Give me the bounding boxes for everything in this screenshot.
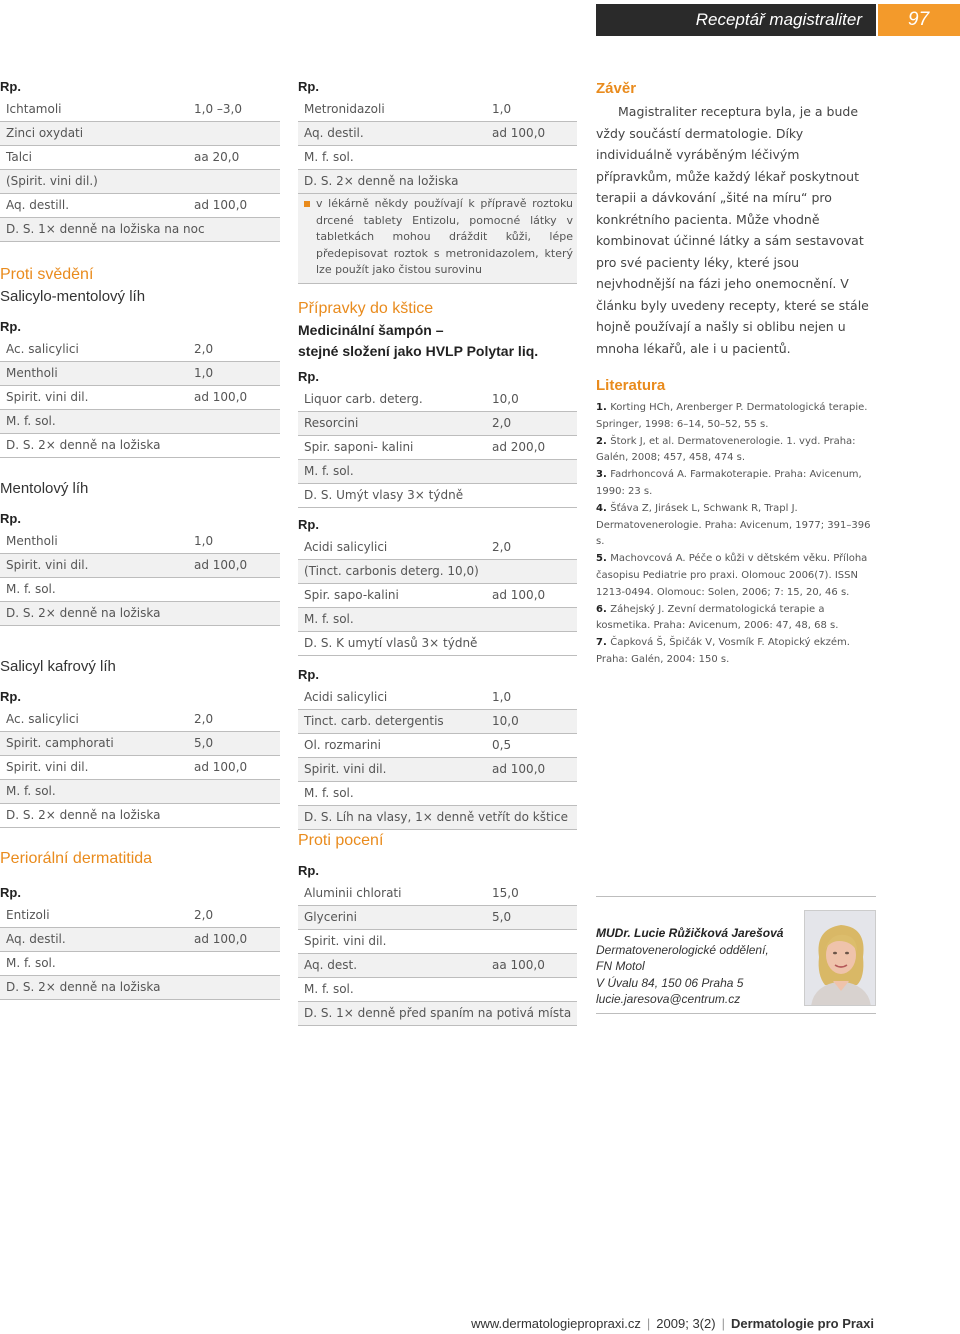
prescription-row (0, 410, 280, 434)
spacer (0, 626, 280, 656)
portrait-image (805, 911, 876, 1006)
ingredient-name: D. S. 2× denně na ložiska (6, 980, 161, 994)
ingredient-amount: 2,0 (194, 342, 214, 356)
prescription-row (298, 710, 577, 734)
prescription-row (298, 146, 577, 170)
ingredient-amount: 0,5 (492, 737, 512, 752)
ingredient-amount: 1,0 –3,0 (194, 102, 242, 116)
ingredient-name: (Spirit. vini dil.) (6, 174, 98, 188)
ingredient-amount: 1,0 (194, 534, 214, 548)
ingredient-name: D. S. 2× denně na ložiska (6, 606, 161, 620)
prescription-row (298, 806, 577, 830)
literature-text: Záhejský J. Zevní dermatologická terapie a kosmetika. Praha: Avicenum, 2006: 47, 48, 68 s. (596, 603, 839, 632)
header-title: Receptář magistraliter (596, 4, 876, 36)
prescription-row (298, 686, 577, 710)
recipe-title: Salicyl kafrový líh (0, 658, 116, 675)
ingredient-name: Ac. salicylici (6, 712, 79, 726)
prescription-note (298, 194, 577, 284)
ingredient-name: Zinci oxydati (6, 126, 84, 140)
ingredient-name: Ac. salicylici (6, 342, 79, 356)
ingredient-amount: 10,0 (492, 391, 519, 406)
conclusion-heading: Závěr (596, 80, 637, 97)
prescription-row (298, 1002, 577, 1026)
spacer (298, 656, 577, 664)
prescription-row (298, 882, 577, 906)
literature-item (596, 467, 876, 501)
ingredient-name: Metronidazoli (304, 102, 385, 116)
prescription-row (0, 780, 280, 804)
literature-item (596, 635, 876, 669)
spacer (0, 308, 280, 316)
literature-text: Čapková Š, Špičák V, Vosmík F. Atopický ekzém. Praha: Galén, 2004: 150 s. (596, 637, 850, 665)
section-heading: Proti pocení (298, 831, 384, 849)
ingredient-name: Entizoli (6, 908, 50, 922)
prescription-row (298, 460, 577, 484)
ingredient-name: M. f. sol. (304, 785, 354, 800)
ingredient-amount: 5,0 (194, 736, 214, 750)
ingredient-name: Tinct. carb. detergentis (304, 713, 444, 728)
note-text: v lékárně někdy používají k přípravě roztoku drcené tablety Entizolu, pomocné látky v tabletkách mohou dráždit kůži, lépe předepisovat roztok s metronidazolem, který lze použít jako čistou surovinu (316, 197, 573, 276)
author-divider-top (596, 896, 876, 897)
prescription-row (0, 386, 280, 410)
literature-text: Korting HCh, Arenberger P. Dermatologická terapie. Springer, 1998: 6–14, 50–52, 55 s. (596, 402, 868, 430)
author-department: Dermatovenerologické oddělení, (596, 942, 769, 957)
ingredient-amount: 2,0 (492, 539, 512, 554)
ingredient-amount: ad 100,0 (194, 760, 248, 774)
literature-number: 4. (596, 502, 611, 514)
author-name: MUDr. Lucie Růžičková Jarešová (596, 926, 784, 940)
footer-url[interactable]: www.dermatologiepropraxi.cz (471, 1316, 641, 1331)
prescription-row (0, 362, 280, 386)
literature-item (596, 400, 876, 434)
prescription-row (298, 734, 577, 758)
ingredient-name: M. f. sol. (304, 981, 354, 996)
literature-text: Fadrhoncová A. Farmakoterapie. Praha: Avicenum, 1990: 23 s. (596, 469, 862, 497)
prescription-row (0, 602, 280, 626)
ingredient-name: M. f. sol. (304, 463, 354, 478)
column-right (596, 80, 876, 669)
prescription-row (0, 708, 280, 732)
prescription-row (0, 194, 280, 218)
prescription-label: Rp. (298, 666, 319, 682)
ingredient-name: M. f. sol. (304, 150, 354, 164)
conclusion-text: Magistraliter receptura byla, je a bude vždy součástí dermatologie. Díky individuálně vyráběným léčivým přípravkům, může každý lékař poskytnout terapii a dávkování „šité na míru“ pro konkrétního pacienta. Může vhodně kombinovat účinné látky a sám sestavovat pro své pacienty léky, které jsou nejvhodnější na fázi jeho onemocnění. V článku byly uvedeny recepty, které se stále hojně používají a našly si oblibu nejen u mnoha lékařů, ale i u pacientů. (596, 104, 869, 356)
ingredient-name: Mentholi (6, 534, 58, 548)
prescription-row (0, 530, 280, 554)
ingredient-name: Spirit. vini dil. (6, 760, 89, 774)
literature-number: 7. (596, 637, 611, 649)
prescription-row (0, 804, 280, 828)
ingredient-name: Spir. sapo-kalini (304, 587, 399, 602)
ingredient-amount: 1,0 (492, 102, 512, 116)
prescription-row (298, 584, 577, 608)
ingredient-name: Glycerini (304, 909, 357, 924)
ingredient-name: D. S. 2× denně na ložiska (304, 174, 459, 188)
section-heading: Proti svědění (0, 266, 94, 283)
ingredient-amount: ad 100,0 (492, 761, 546, 776)
prescription-label: Rp. (0, 511, 21, 526)
footer-journal: Dermatologie pro Praxi (730, 1316, 874, 1331)
section-heading: Periorální dermatitida (0, 850, 153, 867)
ingredient-amount: 15,0 (492, 885, 519, 900)
ingredient-amount: 1,0 (194, 366, 214, 380)
ingredient-amount: ad 100,0 (194, 390, 248, 404)
prescription-row (298, 98, 577, 122)
ingredient-name: Aq. destill. (6, 198, 70, 212)
ingredient-name: D. S. Líh na vlasy, 1× denně vetřít do kštice (304, 809, 568, 824)
ingredient-name: Spirit. vini dil. (304, 761, 387, 776)
prescription-row (298, 954, 577, 978)
prescription-row (298, 632, 577, 656)
prescription-row (298, 758, 577, 782)
literature-number: 2. (596, 435, 611, 447)
ingredient-amount: ad 100,0 (194, 558, 248, 572)
ingredient-name: D. S. K umytí vlasů 3× týdně (304, 635, 478, 650)
ingredient-name: Aq. dest. (304, 957, 358, 972)
prescription-row (0, 578, 280, 602)
ingredient-name: M. f. sol. (6, 956, 56, 970)
prescription-row (0, 976, 280, 1000)
prescription-row (298, 436, 577, 460)
spacer (0, 828, 280, 848)
ingredient-name: Spirit. vini dil. (6, 558, 89, 572)
prescription-row (0, 122, 280, 146)
ingredient-amount: 1,0 (492, 689, 512, 704)
author-divider-bottom (596, 1013, 876, 1014)
ingredient-name: Ol. rozmarini (304, 737, 381, 752)
ingredient-amount: 10,0 (492, 713, 519, 728)
prescription-row (298, 608, 577, 632)
prescription-row (0, 952, 280, 976)
literature-number: 1. (596, 402, 611, 413)
ingredient-name: Aq. destil. (6, 932, 66, 946)
ingredient-name: Aq. destil. (304, 126, 364, 140)
literature-number: 3. (596, 469, 611, 481)
ingredient-name: D. S. Umýt vlasy 3× týdně (304, 487, 464, 502)
spacer (298, 284, 577, 298)
page-header (596, 4, 960, 36)
literature-item (596, 501, 876, 551)
footer-separator: | (646, 1316, 651, 1331)
prescription-row (0, 434, 280, 458)
prescription-row (298, 412, 577, 436)
prescription-row (0, 904, 280, 928)
spacer (0, 458, 280, 478)
prescription-row (298, 930, 577, 954)
bullet-square-icon (304, 201, 310, 207)
author-email[interactable]: lucie.jaresova@centrum.cz (596, 992, 741, 1006)
ingredient-amount: 2,0 (194, 712, 214, 726)
literature-text: Štork J, et al. Dermatovenerologie. 1. vyd. Praha: Galén, 2008; 457, 458, 474 s. (596, 435, 856, 464)
prescription-row (298, 560, 577, 584)
prescription-label: Rp. (0, 689, 21, 704)
ingredient-name: M. f. sol. (6, 582, 56, 596)
prescription-row (0, 170, 280, 194)
prescription-row (298, 484, 577, 508)
footer-separator: | (721, 1316, 725, 1331)
prescription-row (298, 388, 577, 412)
page-footer (471, 1316, 874, 1331)
ingredient-name: M. f. sol. (6, 784, 56, 798)
recipe-title: stejné složení jako HVLP Polytar liq. (298, 342, 539, 359)
literature-number: 6. (596, 603, 611, 615)
ingredient-name: D. S. 2× denně na ložiska (6, 808, 161, 822)
literature-text: Machovcová A. Péče o kůži v dětském věku. Příloha časopisu Pediatrie pro praxi. Olomouc 2006(7). ISSN 1213-0494. Olomouc: Solen, 2006; 7: 15, 20, 46 s. (596, 553, 868, 598)
recipe-title: Mentolový líh (0, 480, 89, 497)
prescription-row (0, 756, 280, 780)
ingredient-name: Spirit. vini dil. (6, 390, 89, 404)
ingredient-name: Ichtamoli (6, 102, 62, 116)
ingredient-amount: ad 100,0 (492, 126, 546, 140)
column-left (0, 76, 280, 1000)
author-address: V Úvalu 84, 150 06 Praha 5 (596, 975, 744, 990)
prescription-row (298, 978, 577, 1002)
ingredient-name: (Tinct. carbonis deterg. 10,0) (304, 563, 479, 578)
literature-item (596, 551, 876, 601)
ingredient-amount: 5,0 (492, 909, 512, 924)
literature-item (596, 602, 876, 636)
ingredient-amount: 2,0 (194, 908, 214, 922)
spacer (298, 852, 577, 860)
literature-heading: Literatura (596, 377, 666, 394)
prescription-label: Rp. (0, 79, 21, 94)
ingredient-name: Spirit. camphorati (6, 736, 114, 750)
prescription-row (0, 732, 280, 756)
ingredient-name: Spirit. vini dil. (304, 933, 387, 948)
literature-text: Šťáva Z, Jirásek L, Schwank R, Trapl J. Dermatovenerologie. Praha: Avicenum, 1977; 391–396 s. (596, 502, 871, 548)
recipe-title: Salicylo-mentolový líh (0, 288, 146, 305)
prescription-row (0, 98, 280, 122)
footer-issue: 2009; 3(2) (656, 1316, 716, 1331)
literature-list (596, 400, 876, 669)
author-photo (804, 910, 876, 1006)
prescription-row (0, 146, 280, 170)
prescription-row (298, 122, 577, 146)
ingredient-name: Spir. saponi- kalini (304, 439, 414, 454)
ingredient-amount: 2,0 (492, 415, 512, 430)
ingredient-name: Talci (6, 150, 32, 164)
prescription-row (0, 218, 280, 242)
ingredient-name: Resorcini (304, 415, 359, 430)
recipe-title: Medicinální šampón – (298, 321, 444, 338)
prescription-label: Rp. (0, 319, 21, 334)
spacer (0, 678, 280, 686)
ingredient-name: D. S. 1× denně na ložiska na noc (6, 222, 205, 236)
ingredient-name: Mentholi (6, 366, 58, 380)
ingredient-amount: ad 100,0 (194, 932, 248, 946)
spacer (0, 870, 280, 882)
prescription-row (298, 782, 577, 806)
author-hospital: FN Motol (596, 959, 645, 973)
ingredient-amount: ad 100,0 (194, 198, 248, 212)
ingredient-name: Acidi salicylici (304, 689, 388, 704)
ingredient-amount: ad 200,0 (492, 439, 546, 454)
ingredient-amount: ad 100,0 (492, 587, 546, 602)
spacer (0, 242, 280, 264)
page-number: 97 (878, 4, 960, 36)
ingredient-name: D. S. 1× denně před spaním na potivá místa (304, 1005, 572, 1020)
ingredient-name: Acidi salicylici (304, 539, 388, 554)
spacer (0, 500, 280, 508)
prescription-label: Rp. (298, 368, 319, 384)
prescription-row (298, 170, 577, 194)
prescription-label: Rp. (0, 885, 21, 900)
prescription-label: Rp. (298, 516, 319, 532)
ingredient-name: D. S. 2× denně na ložiska (6, 438, 161, 452)
prescription-row (298, 536, 577, 560)
literature-section (596, 377, 876, 669)
section-heading: Přípravky do kštice (298, 299, 434, 317)
ingredient-name: Liquor carb. deterg. (304, 391, 423, 406)
prescription-row (298, 906, 577, 930)
ingredient-name: Aluminii chlorati (304, 885, 402, 900)
prescription-row (0, 554, 280, 578)
literature-number: 5. (596, 553, 611, 565)
ingredient-amount: aa 20,0 (194, 150, 240, 164)
prescription-label: Rp. (298, 862, 319, 878)
prescription-row (0, 338, 280, 362)
ingredient-name: M. f. sol. (304, 611, 354, 626)
ingredient-amount: aa 100,0 (492, 957, 545, 972)
prescription-row (0, 928, 280, 952)
literature-item (596, 434, 876, 468)
ingredient-name: M. f. sol. (6, 414, 56, 428)
column-middle (298, 76, 577, 1026)
prescription-label: Rp. (298, 79, 319, 94)
